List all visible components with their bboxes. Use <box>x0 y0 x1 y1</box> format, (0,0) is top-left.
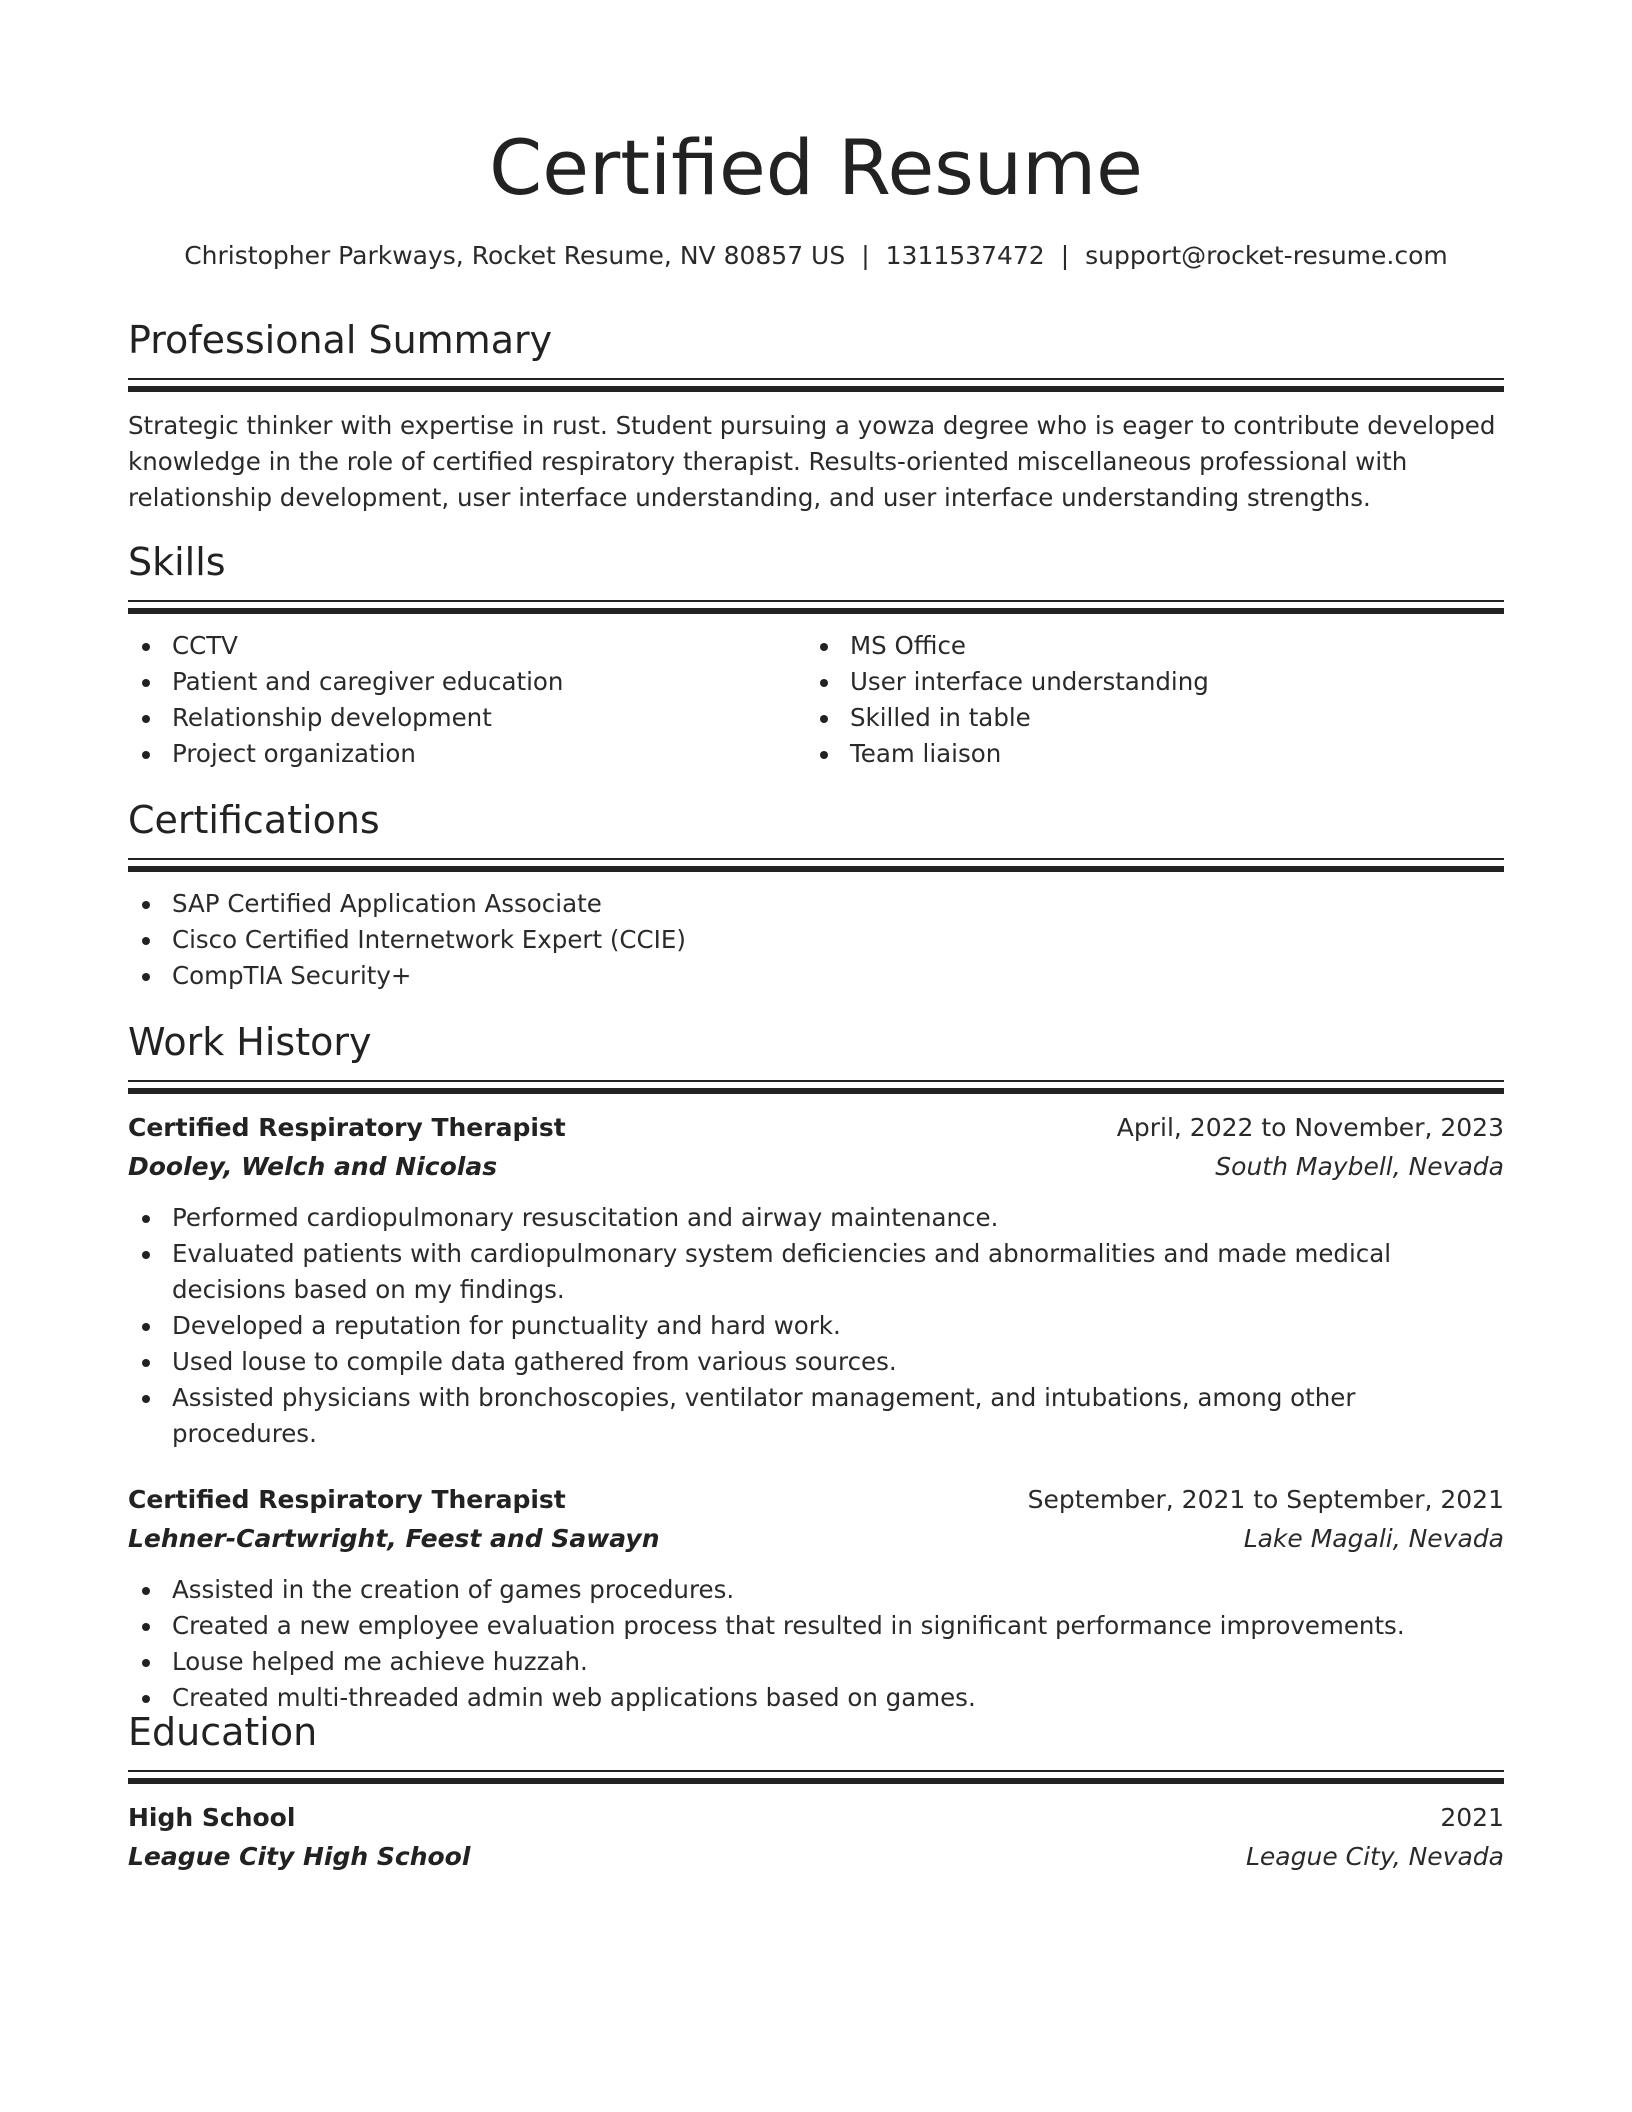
contact-separator: | <box>1060 241 1070 270</box>
list-item <box>128 886 1504 922</box>
skills-list-left <box>128 628 806 772</box>
section-divider <box>128 378 1504 380</box>
education-section <box>128 1706 1504 1876</box>
education-school: League City High School <box>128 1842 471 1871</box>
section-divider-thick <box>128 1088 1504 1094</box>
contact-separator: | <box>861 241 870 270</box>
skills-column-right <box>806 628 1484 772</box>
list-item <box>128 1608 1504 1644</box>
bullet-icon <box>142 679 150 687</box>
job-dates: April, 2022 to November, 2023 <box>1116 1113 1504 1142</box>
list-item <box>128 1236 1504 1308</box>
contact-email: support@rocket-resume.com <box>1085 241 1448 270</box>
list-item <box>128 1380 1504 1452</box>
skill-label: Team liaison <box>850 739 1002 768</box>
contact-line <box>128 236 1504 276</box>
job-bullet-text: Assisted in the creation of games procedures. <box>172 1575 735 1604</box>
list-item <box>806 700 1484 736</box>
job-bullet-text: Assisted physicians with bronchoscopies, ventilator management, and intubations, among other procedures. <box>172 1383 1356 1448</box>
certification-label: SAP Certified Application Associate <box>172 889 602 918</box>
list-item <box>128 664 806 700</box>
job-entry <box>128 1108 1504 1452</box>
certifications-section <box>128 794 1504 994</box>
list-item <box>128 1200 1504 1236</box>
education-location: League City, Nevada <box>1245 1842 1504 1871</box>
contact-address: Christopher Parkways, Rocket Resume, NV 80857 US <box>184 241 846 270</box>
section-divider <box>128 1770 1504 1772</box>
job-bullet-text: Used louse to compile data gathered from various sources. <box>172 1347 897 1376</box>
contact-phone: 1311537472 <box>885 241 1045 270</box>
job-bullet-text: Created multi-threaded admin web applications based on games. <box>172 1683 976 1712</box>
summary-text: Strategic thinker with expertise in rust. Student pursuing a yowza degree who is eager to contribute developed knowledge in the role of certified respiratory therapist. Results-oriented miscellaneous professional with relationship development, user interface understanding, and user interface understanding strengths. <box>128 411 1496 512</box>
list-item <box>806 736 1484 772</box>
job-bullets <box>128 1572 1504 1716</box>
job-bullet-text: Evaluated patients with cardiopulmonary system deficiencies and abnormalities and made medical decisions based on my findings. <box>172 1239 1392 1304</box>
section-divider <box>128 1080 1504 1082</box>
list-item <box>128 1344 1504 1380</box>
list-item <box>806 628 1484 664</box>
list-item <box>128 700 806 736</box>
job-location: South Maybell, Nevada <box>1215 1152 1504 1181</box>
list-item <box>806 664 1484 700</box>
job-header <box>128 1108 1504 1148</box>
skills-columns <box>128 628 1504 772</box>
education-heading: Education <box>128 1710 318 1754</box>
skill-label: Project organization <box>172 739 416 768</box>
bullet-icon <box>142 1359 150 1367</box>
skill-label: Patient and caregiver education <box>172 667 564 696</box>
education-subheader <box>128 1838 1504 1876</box>
bullet-icon <box>142 715 150 723</box>
bullet-icon <box>142 1323 150 1331</box>
bullet-icon <box>820 751 828 759</box>
bullet-icon <box>142 1251 150 1259</box>
list-item <box>128 1644 1504 1680</box>
section-divider-thick <box>128 1778 1504 1784</box>
skills-heading: Skills <box>128 540 226 584</box>
skill-label: CCTV <box>172 631 238 660</box>
resume-name: Certified Resume <box>489 123 1143 212</box>
job-header <box>128 1480 1504 1520</box>
job-bullets <box>128 1200 1504 1452</box>
job-bullet-text: Performed cardiopulmonary resuscitation and airway maintenance. <box>172 1203 999 1232</box>
bullet-icon <box>820 679 828 687</box>
list-item <box>128 922 1504 958</box>
list-item <box>128 628 806 664</box>
section-divider <box>128 600 1504 602</box>
education-header <box>128 1798 1504 1838</box>
bullet-icon <box>142 1215 150 1223</box>
job-subheader <box>128 1520 1504 1558</box>
section-divider <box>128 858 1504 860</box>
bullet-icon <box>142 1695 150 1703</box>
bullet-icon <box>142 751 150 759</box>
job-dates: September, 2021 to September, 2021 <box>1027 1485 1504 1514</box>
summary-section <box>128 314 1504 516</box>
bullet-icon <box>142 1395 150 1403</box>
job-bullet-text: Louse helped me achieve huzzah. <box>172 1647 588 1676</box>
skills-list-right <box>806 628 1484 772</box>
job-employer: Dooley, Welch and Nicolas <box>128 1152 498 1181</box>
bullet-icon <box>142 1587 150 1595</box>
work-history-section <box>128 1016 1504 1716</box>
job-bullet-text: Developed a reputation for punctuality and hard work. <box>172 1311 841 1340</box>
certification-label: Cisco Certified Internetwork Expert (CCIE) <box>172 925 686 954</box>
bullet-icon <box>142 1623 150 1631</box>
job-bullet-text: Created a new employee evaluation process that resulted in significant performance improvements. <box>172 1611 1405 1640</box>
skill-label: User interface understanding <box>850 667 1209 696</box>
education-entry <box>128 1798 1504 1876</box>
job-entry <box>128 1480 1504 1716</box>
skill-label: Skilled in table <box>850 703 1031 732</box>
bullet-icon <box>142 643 150 651</box>
bullet-icon <box>142 973 150 981</box>
job-employer: Lehner-Cartwright, Feest and Sawayn <box>128 1524 660 1553</box>
section-divider-thick <box>128 608 1504 614</box>
skill-label: MS Office <box>850 631 966 660</box>
summary-heading: Professional Summary <box>128 318 553 362</box>
list-item <box>128 1308 1504 1344</box>
bullet-icon <box>820 643 828 651</box>
job-location: Lake Magali, Nevada <box>1243 1524 1504 1553</box>
list-item <box>128 958 1504 994</box>
job-title: Certified Respiratory Therapist <box>128 1113 566 1142</box>
certifications-list <box>128 886 1504 994</box>
skills-section <box>128 536 1504 772</box>
list-item <box>128 1572 1504 1608</box>
education-year: 2021 <box>1440 1803 1504 1832</box>
bullet-icon <box>820 715 828 723</box>
job-title: Certified Respiratory Therapist <box>128 1485 566 1514</box>
certifications-heading: Certifications <box>128 798 380 842</box>
certification-label: CompTIA Security+ <box>172 961 412 990</box>
work-history-heading: Work History <box>128 1020 372 1064</box>
bullet-icon <box>142 901 150 909</box>
list-item <box>128 736 806 772</box>
bullet-icon <box>142 1659 150 1667</box>
education-degree: High School <box>128 1803 296 1832</box>
skill-label: Relationship development <box>172 703 492 732</box>
section-divider-thick <box>128 386 1504 392</box>
section-divider-thick <box>128 866 1504 872</box>
skills-column-left <box>128 628 806 772</box>
bullet-icon <box>142 937 150 945</box>
job-subheader <box>128 1148 1504 1186</box>
